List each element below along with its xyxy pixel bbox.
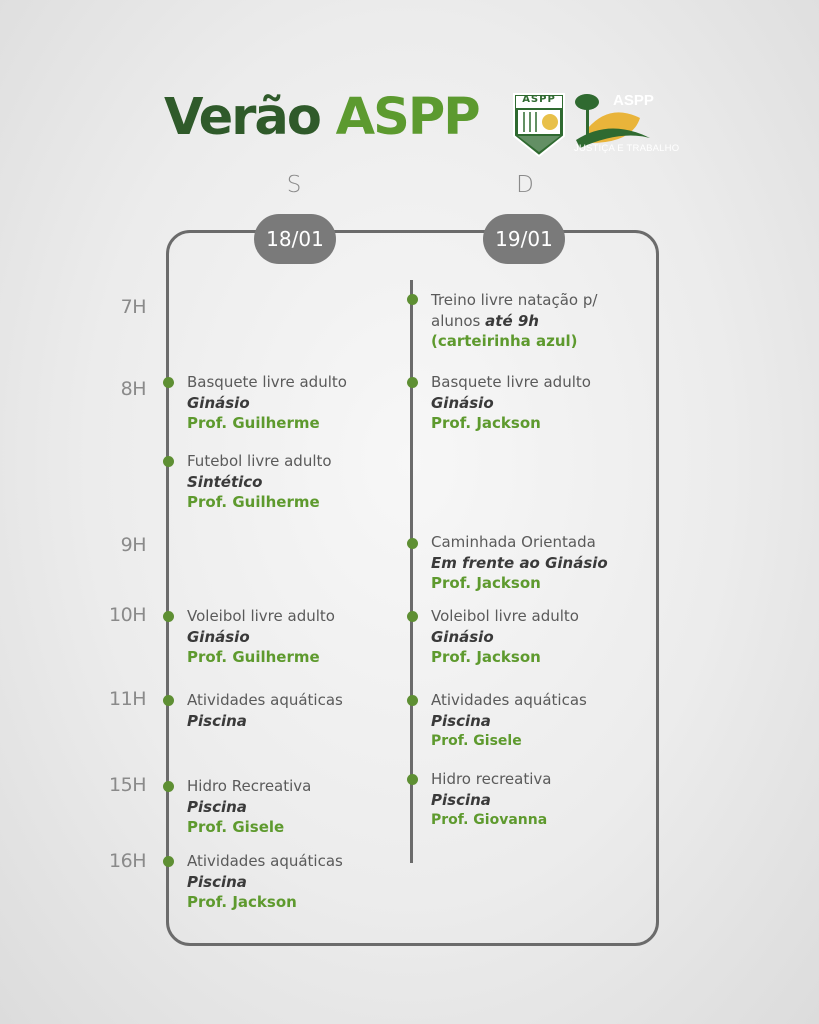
event-name: Basquete livre adulto xyxy=(187,373,347,391)
event-name: Futebol livre adulto xyxy=(187,452,332,470)
sunday-event xyxy=(431,290,597,352)
sunday-event xyxy=(431,372,591,434)
hour-label: 16H xyxy=(109,850,146,872)
day-letter-saturday: S xyxy=(286,172,302,198)
event-name: Atividades aquáticas xyxy=(187,852,343,870)
timeline-dot xyxy=(407,695,418,706)
event-professor: Prof. Jackson xyxy=(187,893,297,911)
event-location: Ginásio xyxy=(187,627,250,646)
event-note: (carteirinha azul) xyxy=(431,332,578,350)
timeline-dot xyxy=(163,377,174,388)
timeline-dot xyxy=(163,611,174,622)
page-title xyxy=(164,88,479,147)
event-location: Piscina xyxy=(187,711,247,730)
event-professor: Prof. Guilherme xyxy=(187,648,320,666)
sunday-event xyxy=(431,532,608,594)
saturday-event xyxy=(187,372,347,434)
timeline-dot xyxy=(163,781,174,792)
event-name: Atividades aquáticas xyxy=(187,691,343,709)
sunday-event xyxy=(431,769,551,831)
event-location: Sintético xyxy=(187,472,263,491)
aspp-tree-logo-caption: JUSTIÇA E TRABALHO xyxy=(574,143,680,154)
saturday-event xyxy=(187,851,343,913)
timeline-dot xyxy=(407,774,418,785)
event-location: Piscina xyxy=(431,711,491,730)
event-name: Treino livre natação p/ xyxy=(431,291,598,309)
event-professor: Prof. Gisele xyxy=(431,733,522,749)
event-location: Ginásio xyxy=(431,627,494,646)
event-location: Piscina xyxy=(431,790,491,809)
timeline-dot xyxy=(407,611,418,622)
event-professor: Prof. Jackson xyxy=(431,574,541,592)
hour-label: 10H xyxy=(109,604,146,626)
date-pill-saturday: 18/01 xyxy=(254,214,336,264)
event-location: Em frente ao Ginásio xyxy=(431,553,608,572)
saturday-event xyxy=(187,606,335,668)
event-location: Ginásio xyxy=(187,393,250,412)
event-professor: Prof. Gisele xyxy=(187,818,285,836)
event-location: Piscina xyxy=(187,797,247,816)
title-part1: Verão xyxy=(164,88,320,147)
sunday-event xyxy=(431,606,579,668)
timeline-dot xyxy=(407,538,418,549)
event-name: Basquete livre adulto xyxy=(431,373,591,391)
aspp-tree-logo-text: ASPP xyxy=(613,92,654,109)
event-name: Caminhada Orientada xyxy=(431,533,596,551)
event-location: Ginásio xyxy=(431,393,494,412)
hour-label: 15H xyxy=(109,774,146,796)
timeline-dot xyxy=(163,856,174,867)
timeline-dot xyxy=(407,294,418,305)
title-part2: ASPP xyxy=(335,88,479,147)
event-professor: Prof. Guilherme xyxy=(187,493,320,511)
event-professor: Prof. Guilherme xyxy=(187,414,320,432)
event-professor: Prof. Jackson xyxy=(431,648,541,666)
hour-label: 7H xyxy=(120,296,146,318)
event-location: Piscina xyxy=(187,872,247,891)
hour-label: 9H xyxy=(120,534,146,556)
timeline-dot xyxy=(163,695,174,706)
event-name: Hidro Recreativa xyxy=(187,777,312,795)
aspp-shield-text: ASPP xyxy=(522,94,556,105)
event-name: Atividades aquáticas xyxy=(431,691,587,709)
event-name: Voleibol livre adulto xyxy=(431,607,579,625)
event-time-limit: até 9h xyxy=(485,311,539,330)
hour-label: 11H xyxy=(109,688,146,710)
timeline-dot xyxy=(407,377,418,388)
date-pill-sunday: 19/01 xyxy=(483,214,565,264)
event-name: Voleibol livre adulto xyxy=(187,607,335,625)
sunday-event xyxy=(431,690,587,752)
saturday-event xyxy=(187,451,332,513)
event-professor: Prof. Giovanna xyxy=(431,812,548,828)
saturday-event xyxy=(187,776,311,838)
event-name: Hidro recreativa xyxy=(431,770,552,788)
event-professor: Prof. Jackson xyxy=(431,414,541,432)
event-name-cont: alunos xyxy=(431,311,481,330)
saturday-event xyxy=(187,690,343,731)
timeline-dot xyxy=(163,456,174,467)
hour-label: 8H xyxy=(120,378,146,400)
day-letter-sunday: D xyxy=(516,172,534,198)
